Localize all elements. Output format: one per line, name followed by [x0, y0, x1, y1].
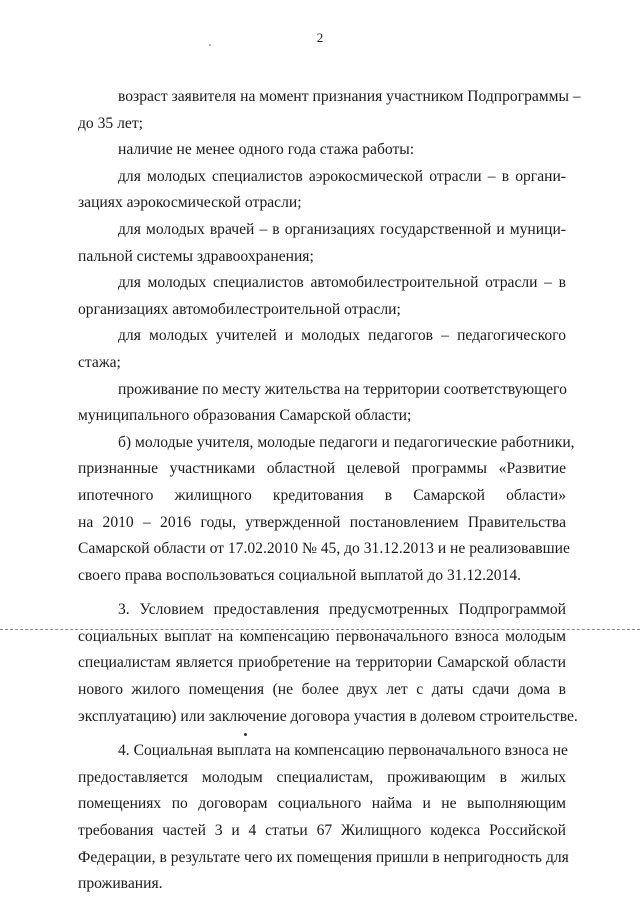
- text-line: организациях автомобилестроительной отрасли;: [78, 300, 401, 318]
- text-line: социальных выплат на компенсацию первоначального взноса молодым: [78, 627, 566, 645]
- scan-artifact-line: [0, 629, 640, 630]
- paragraph-gap: [78, 730, 566, 738]
- text-line: для молодых специалистов автомобилестроительной отрасли – в: [118, 274, 566, 292]
- text-line: для молодых учителей и молодых педагогов – педагогического: [118, 327, 566, 345]
- text-line: до 35 лет;: [78, 114, 143, 132]
- text-line: помещениях по договорам социального найма и не выполняющим: [78, 795, 566, 813]
- page-number: 2: [316, 30, 324, 45]
- text-line: предоставляется молодым специалистам, проживающим в жилых: [78, 768, 566, 786]
- text-line: эксплуатацию) или заключение договора участия в долевом строительстве.: [78, 707, 578, 725]
- text-line: Федерации, в результате чего их помещения пришли в непригодность для: [78, 848, 569, 866]
- scan-speck: [244, 733, 247, 736]
- text-line: специалистам является приобретение на территории Самарской области: [78, 654, 566, 672]
- text-line: Самарской области от 17.02.2010 № 45, до 31.12.2013 и не реализовавшие: [78, 540, 570, 558]
- scan-speck: [209, 44, 211, 46]
- paragraph-gap: [78, 589, 566, 597]
- text-line: зациях аэрокосмической отрасли;: [78, 194, 302, 212]
- text-line: возраст заявителя на момент признания участником Подпрограммы –: [118, 88, 581, 105]
- text-line: стажа;: [78, 353, 121, 371]
- text-line: проживания.: [78, 875, 163, 893]
- text-line: 3. Условием предоставления предусмотренных Подпрограммой: [118, 601, 566, 619]
- text-line: наличие не менее одного года стажа работы:: [118, 141, 415, 159]
- text-line: для молодых врачей – в организациях государственной и муници-: [118, 220, 566, 238]
- text-line: 4. Социальная выплата на компенсацию первоначального взноса не: [118, 742, 568, 760]
- text-line: проживание по месту жительства на территории соответствующего: [118, 380, 567, 398]
- text-line: пальной системы здравоохранения;: [78, 247, 314, 265]
- text-line: признанные участниками областной целевой программы «Развитие: [78, 460, 566, 478]
- text-line: требования частей 3 и 4 статьи 67 Жилищного кодекса Российской: [78, 822, 566, 840]
- text-line: для молодых специалистов аэрокосмической отрасли – в органи-: [118, 167, 566, 185]
- text-line: на 2010 – 2016 годы, утвержденной постановлением Правительства: [78, 513, 566, 531]
- text-line: муниципального образования Самарской области;: [78, 407, 412, 425]
- text-line: нового жилого помещения (не более двух лет с даты сдачи дома в: [78, 681, 566, 699]
- text-line: своего права воспользоваться социальной выплатой до 31.12.2014.: [78, 566, 522, 584]
- document-body: [78, 84, 581, 898]
- text-line: ипотечного жилищного кредитования в Самарской области»: [78, 486, 566, 504]
- text-line: б) молодые учителя, молодые педагоги и педагогические работники,: [118, 433, 575, 451]
